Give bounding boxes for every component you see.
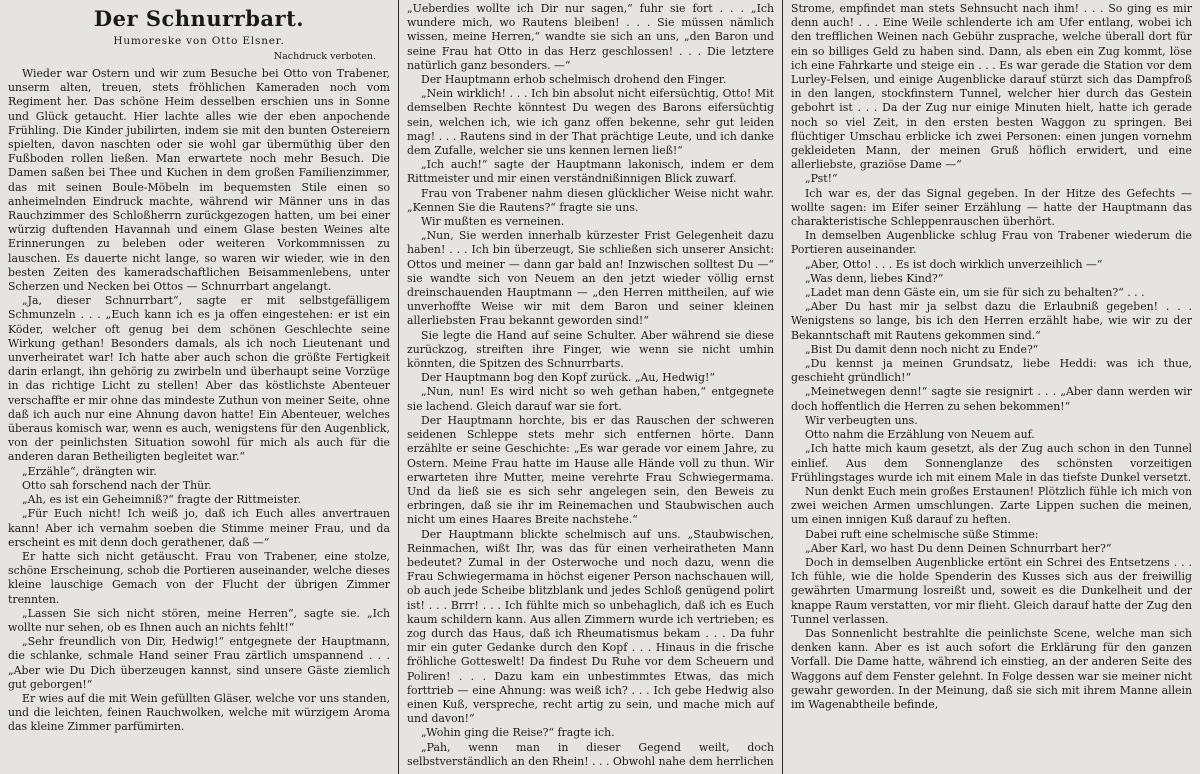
paragraph: Doch in demselben Augenblicke ertönt ein Schrei des Entsetzens . . . Ich fühle, wie die holde Spenderin des Kusses sich aus der freiwillig gewährten Umarmung losreißt und, soweit es die Dunkelheit und der knappe Raum verstatten, vor mir flieht. Gleich darauf hatte der Zug den Tunnel verlassen. [791,555,1192,626]
column-1-body [8,67,390,735]
paragraph: „Aber Karl, wo hast Du denn Deinen Schnurrbart her?“ [805,541,1112,555]
paragraph: Der Hauptmann blickte schelmisch auf uns. „Staubwischen, Reinmachen, wißt Ihr, was das für einen verheiratheten Mann bedeutet? Zumal in der Osterwoche und noch dazu, wenn die Frau Schwiegermama in höchst eigener Person nachschauen will, ob auch jede Scheibe blitzblank und jedes Schloß genügend polirt ist! . . . Brrr! . . . Ich fühlte mich so unbehaglich, daß ich es Euch kaum schildern kann. Aus allen Zimmern wurde ich vertrieben; es zog durch das Haus, daß ich Rheumatismus bekam . . . Da fuhr mir ein guter Gedanke durch den Kopf . . . Hinaus in die frische fröhliche Gotteswelt! Da findest Du Ruhe vor dem Scheuern und Poliren! . . . Dazu kam ein unbestimmtes Etwas, das mich forttrieb — eine Ahnung: was weiß ich? . . . Ich gebe Hedwig also einen Kuß, verspreche, recht artig zu sein, und mache mich auf und davon!“ [407,527,774,726]
paragraph: Sie legte die Hand auf seine Schulter. Aber während sie diese zurückzog, streiften ihre Finger, wie wenn sie nicht umhin könnten, die Spitzen des Schnurrbarts. [407,328,774,371]
paragraph: Dabei ruft eine schelmische süße Stimme: [805,527,1039,541]
column-3 [782,0,1200,774]
paragraph: In demselben Augenblicke schlug Frau von Trabener wiederum die Portieren auseinander. [791,229,1192,257]
paragraph: Nun denkt Euch mein großes Erstaunen! Plötzlich fühle ich mich von zwei weichen Armen umschlungen. Zarte Lippen suchen die meinen, um einen innigen Kuß darauf zu heften. [791,484,1192,527]
paragraph: „Für Euch nicht! Ich weiß jo, daß ich Euch alles anvertrauen kann! Aber ich vernahm soeben die Stimme meiner Frau, und da erscheint es mit denn doch gerathener, daß —“ [8,507,390,549]
paragraph: „Ich hatte mich kaum gesetzt, als der Zug auch schon in den Tunnel einlief. Aus dem Sonnenglanze des schönsten vorzeitigen Frühlingstages wurde ich mit einem Male in das tiefste Dunkel versetzt. [791,442,1192,484]
paragraph: Wieder war Ostern und wir zum Besuche bei Otto von Trabener, unserm alten, treuen, stets fröhlichen Kameraden noch vom Regiment her. Das schöne Heim desselben erschien uns in Sonne und Glück getaucht. Hier lachte alles wie der eben anpochende Frühling. Die Kinder jubilirten, indem sie mit den bunten Ostereiern spielten, davon naschten oder sie wohl gar übermüthig über den Fußboden rollen ließen. Man erwartete noch mehr Besuch. Die Damen saßen bei Thee und Kuchen in dem großen Familienzimmer, das mit seinen Boule-Möbeln im bequemsten Stile einen so anheimelnden Eindruck machte, während wir Männer uns in das Rauchzimmer des Schloßherrn zurückgezogen hatten, um bei einer würzig duftenden Havannah und einem Glase besten Weines alte Erinnerungen zu beleben oder weiteren Vorkommnissen zu lauschen. Es dauerte nicht lange, so waren wir wieder, wie in den besten Zeiten des kameradschaftlichen Beisammenlebens, unter Scherzen und Necken bei Ottos — Schnurrbart angelangt. [8,67,390,294]
paragraph: Er wies auf die mit Wein gefüllten Gläser, welche vor uns standen, und die leichten, feinen Rauchwolken, welche mit würzigem Aroma das kleine Zimmer parfümirten. [8,691,390,734]
paragraph: „Meinetwegen denn!“ sagte sie resignirt . . . „Aber dann werden wir doch hoffentlich die Herren zu sehen bekommen!“ [791,385,1192,413]
paragraph: „Sehr freundlich von Dir, Hedwig!“ entgegnete der Hauptmann, die schlanke, schmale Hand seiner Frau zärtlich umspannend . . . „Aber wie Du Dich überzeugen kannst, sind unsere Gäste ziemlich gut geborgen!“ [8,635,390,691]
paragraph: Otto sah forschend nach der Thür. [22,478,212,492]
paragraph: „Ah, es ist ein Geheimniß?“ fragte der Rittmeister. [22,493,301,507]
paragraph: „Wohin ging die Reise?“ fragte ich. [421,726,615,740]
paragraph: Der Hauptmann horchte, bis er das Rauschen der schweren seidenen Schleppe stets mehr sich entfernen hörte. Dann erzählte er seine Geschichte: „Es war gerade vor einem Jahre, zu Ostern. Meine Frau hatte im Hause alle Hände voll zu thun. Wir erwarteten ihre Mutter, meine verehrte Frau Schwiegermama. Und da ließ sie es sich sehr angelegen sein, den Beweis zu erbringen, daß sie ihr im Reinemachen und Staubwischen auch nicht um eines Haares Breite nachstehe.“ [407,413,774,527]
paragraph: „Nun, Sie werden innerhalb kürzester Frist Gelegenheit dazu haben! . . . Ich bin überzeugt, Sie schließen sich unserer Ansicht: Ottos und meiner — dann gar bald an! Inzwischen solltest Du —“ sie wandte sich von Neuem an den jetzt wieder völlig ernst dreinschauenden Hauptmann — „den Herren mittheilen, auf wie unverhoffte Weise wir mit dem Baron und seiner kleinen allerliebsten Frau bekannt geworden sind!“ [407,229,774,328]
paragraph: „Lassen Sie sich nicht stören, meine Herren“, sagte sie. „Ich wollte nur sehen, ob es Ihnen auch an nichts fehlt!“ [8,606,390,634]
paragraph: Otto nahm die Erzählung von Neuem auf. [805,428,1035,442]
paragraph: Wir verbeugten uns. [805,413,918,427]
paragraph: Das Sonnenlicht bestrahlte die peinlichste Scene, welche man sich denken kann. Aber es ist auch sofort die Erklärung für den ganzen Vorfall. Die Dame hatte, während ich einstieg, an der anderen Seite des Waggons auf dem Fenster gelehnt. In Folge dessen war sie meiner nicht gewahr geworden. In der Meinung, daß sie sich mit ihrem Manne allein im Wagenabtheile befinde, [791,626,1192,711]
paragraph: „Aber, Otto! . . . Es ist doch wirklich unverzeihlich —“ [805,257,1103,271]
paragraph: Ich war es, der das Signal gegeben. In der Hitze des Gefechts — wollte sagen: im Eifer seiner Erzählung — hatte der Hauptmann das charakteristische Schleppenrauschen überhört. [791,186,1192,229]
paragraph: „Ueberdies wollte ich Dir nur sagen,“ fuhr sie fort . . . „Ich wundere mich, wo Rautens bleiben! . . . Sie müssen nämlich wissen, meine Herren,“ wandte sie sich an uns, „den Baron und seine Frau hat Otto in das Herz geschlossen! . . . Die letztere natürlich ganz besonders. —“ [407,2,774,72]
article-subtitle: Humoreske von Otto Elsner. [113,35,285,47]
column-3-body [791,2,1192,712]
column-1 [0,0,398,774]
paragraph: „Was denn, liebes Kind?“ [805,271,944,285]
paragraph: „Ladet man denn Gäste ein, um sie für sich zu behalten?“ . . . [805,286,1145,300]
paragraph: „Pst!“ [805,172,838,186]
paragraph: „Ja, dieser Schnurrbart“, sagte er mit selbstgefälligem Schmunzeln . . . „Euch kann ich es ja offen eingestehen: er ist ein Köder, welcher oft genug bei dem schönen Geschlechte seine Wirkung gethan! Besonders damals, als ich noch Lieutenant und unverheiratet war! Ich hatte aber auch schon die größte Fertigkeit darin erlangt, ihn gehörig zu zwirbeln und überhaupt seine Vorzüge in das richtige Licht zu stellen! Aber das köstlichste Abenteuer verschaffte er mir ohne das mindeste Zuthun von meiner Seite, ohne daß ich auch nur eine Ahnung davon hatte! Ein Abenteuer, welches überaus komisch war, wenn es auch, wenigstens für den Augenblick, von der peinlichsten Situation sowohl für mich als auch für die anderen daran Betheiligten begleitet war.“ [8,294,390,464]
paragraph: „Erzähle“, drängten wir. [22,464,157,478]
paragraph: „Bist Du damit denn noch nicht zu Ende?“ [805,342,1039,356]
paragraph: „Ich auch!“ sagte der Hauptmann lakonisch, indem er dem Rittmeister und mir einen verständnißinnigen Blick zuwarf. [407,158,774,186]
paragraph: Wir mußten es verneinen. [421,215,565,229]
paragraph: Strome, empfindet man stets Sehnsucht nach ihm! . . . So ging es mir denn auch! . . . Eine Weile schlenderte ich am Ufer entlang, wobei ich den trefflichen Weinen nach Gebühr zusprache, welche überall dort für ein so billiges Geld zu haben sind. Dann, als eben ein Zug kommt, löse ich eine Fahrkarte und steige ein . . . Es war gerade die Station vor dem Lurley-Felsen, und einige Augenblicke darauf stürzt sich das Dampfroß in den langen, stockfinstern Tunnel, welcher hier durch das Gestein gebohrt ist . . . Da der Zug nur einige Minuten hielt, hatte ich gerade noch so viel Zeit, in den ersten besten Waggon zu springen. Bei flüchtiger Umschau erblicke ich zwei Personen: einen jungen vornehm gekleideten Mann, der meinen Gruß höflich erwidert, und eine allerliebste, graziöse Dame —“ [791,2,1192,172]
column-2-body [407,2,774,769]
paragraph: Der Hauptmann bog den Kopf zurück. „Au, Hedwig!“ [421,371,715,385]
paragraph: Frau von Trabener nahm diesen glücklicher Weise nicht wahr. „Kennen Sie die Rautens?“ fragte sie uns. [407,186,774,214]
reprint-notice: Nachdruck verboten. [273,51,376,62]
paragraph: Er hatte sich nicht getäuscht. Frau von Trabener, eine stolze, schöne Erscheinung, schob die Portieren auseinander, welche dieses kleine lauschige Gemach von der Flucht der übrigen Zimmer trennten. [8,549,390,606]
paragraph: „Du kennst ja meinen Grundsatz, liebe Heddi: was ich thue, geschieht gründlich!“ [791,357,1192,385]
paragraph: Der Hauptmann erhob schelmisch drohend den Finger. [421,73,727,87]
column-2 [398,0,782,774]
article-title: Der Schnurrbart. [93,6,305,31]
paragraph: „Nein wirklich! . . . Ich bin absolut nicht eifersüchtig, Otto! Mit demselben Rechte könntest Du wegen des Barons eifersüchtig sein, welchen ich, wie ich ganz offen bekenne, sehr gut leiden mag! . . . Rautens sind in der That prächtige Leute, und ich danke dem Zufalle, welcher sie uns kennen lernen ließ!“ [407,87,774,158]
paragraph: „Pah, wenn man in dieser Gegend weilt, doch selbstverständlich an den Rhein! . . . Obwohl nahe dem herrlichen [407,740,774,768]
paragraph: „Aber Du hast mir ja selbst dazu die Erlaubniß gegeben! . . . Wenigstens so lange, bis ich den Herren erzählt habe, wie wir zu der Bekanntschaft mit Rautens gekommen sind.“ [791,300,1192,342]
paragraph: „Nun, nun! Es wird nicht so weh gethan haben,“ entgegnete sie lachend. Gleich darauf war sie fort. [407,385,774,413]
